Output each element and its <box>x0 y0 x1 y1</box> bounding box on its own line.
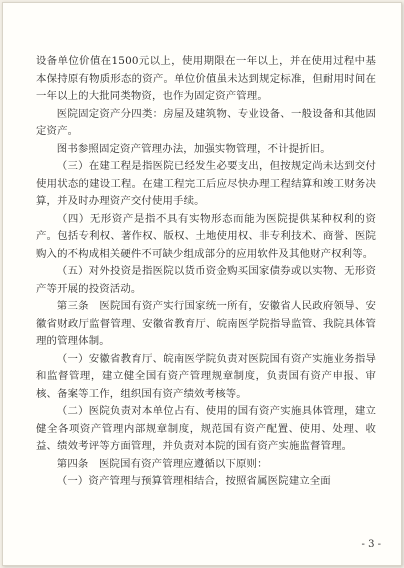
paragraph-article-4: 第四条 医院国有资产管理应遵循以下原则： <box>56 457 268 470</box>
paragraph-intangible-assets: （四）无形资产是指不具有实物形态而能为医院提供某种权利的资产。包括专利权、著作权、版权、土地使用权、非专利技术、商誉、医院购入的不构成相关硬件不可缺少组成部分的应用软件及其他财产权利等。 <box>36 212 376 260</box>
paragraph-article-3-item-1: （一）安徽省教育厅、皖南医学院负责对医院国有资产实施业务指导和监督管理，建立健全国有资产管理规章制度，负责国有资产申报、审核、备案等工作，组织国有资产绩效考核等。 <box>36 352 376 400</box>
page-number: - 3 - <box>361 539 381 550</box>
paragraph-article-3: 第三条 医院国有资产实行国家统一所有，安徽省人民政府领导、安徽省财政厅监督管理、安徽省教育厅、皖南医学院指导监管、我院具体管理的管理体制。 <box>36 300 376 347</box>
paragraph-external-investment: （五）对外投资是指医院以货币资金购买国家债券或以实物、无形资产等开展的投资活动。 <box>36 265 376 295</box>
paragraph-fixed-asset-definition: 设备单位价值在1500元以上，使用期限在一年以上，并在使用过程中基本保持原有物质形态的资产。单位价值虽未达到规定标准，但耐用时间在一年以上的大批同类物资，也作为固定资产管理。 <box>36 55 376 102</box>
paragraph-article-3-item-2: （二）医院负责对本单位占有、使用的国有资产实施具体管理，建立健全各项资产管理内部规章制度，规范国有资产配置、使用、处理、收益、绩效考评等方面管理，并负责对本院的国有资产实施监督管理。 <box>36 405 376 452</box>
document-page <box>2 2 402 566</box>
paragraph-construction-in-progress: （三）在建工程是指医院已经发生必要支出，但按规定尚未达到交付使用状态的建设工程。在建工程完工后应尽快办理工程结算和竣工财务决算，并及时办理资产交付使用手续。 <box>36 160 376 207</box>
paragraph-books: 图书参照固定资产管理办法，加强实物管理，不计提折旧。 <box>56 142 331 155</box>
document-body <box>36 53 376 491</box>
paragraph-fixed-asset-categories: 医院固定资产分四类：房屋及建筑物、专业设备、一般设备和其他固定资产。 <box>36 107 376 137</box>
paragraph-article-4-item-1: （一）资产管理与预算管理相结合，按照省属医院建立全面 <box>56 475 331 487</box>
